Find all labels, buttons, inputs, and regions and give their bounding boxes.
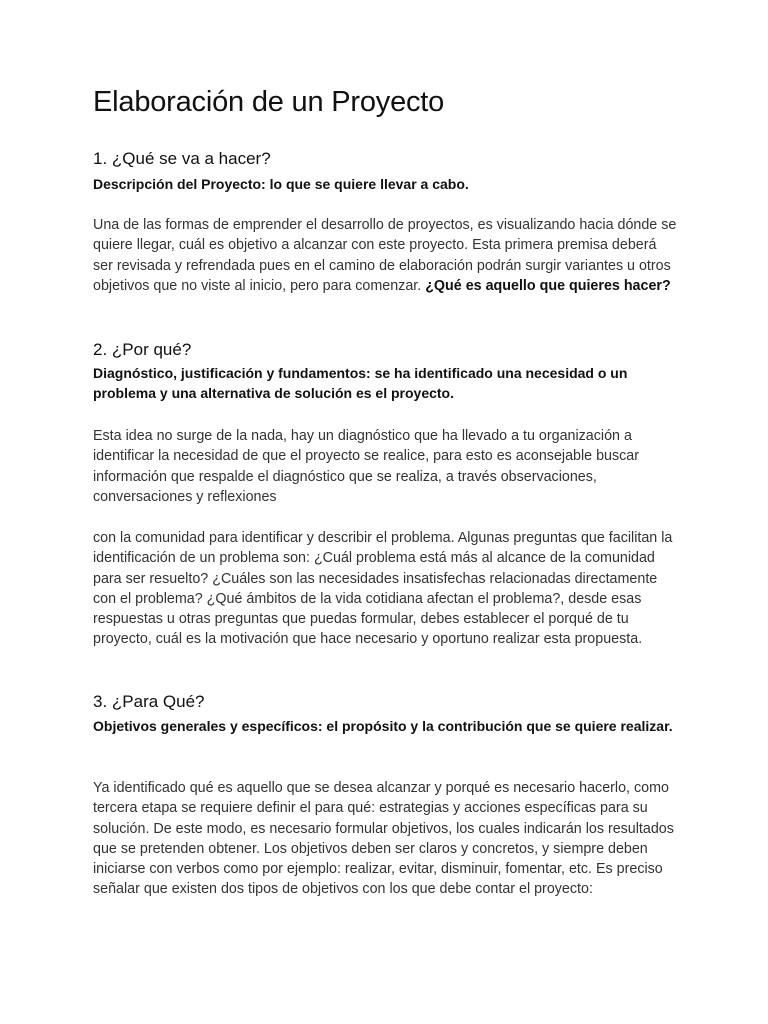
section-2-paragraph-1: Esta idea no surge de la nada, hay un diagnóstico que ha llevado a tu organización a identificar la necesidad de que el proyecto se realice, para esto es aconsejable buscar información que respalde el diagnóstico que se realiza, a través observaciones, conversaciones y reflexiones <box>93 428 639 505</box>
section-2-paragraph-2: con la comunidad para identificar y describir el problema. Algunas preguntas que facilitan la identificación de un problema son: ¿Cuál problema está más al alcance de la comunidad para ser resuelto? ¿Cuáles son las necesidades insatisfechas relacionadas directamente con el problema? ¿Qué ámbitos de la vida cotidiana afectan el problema?, desde esas respuestas u otras preguntas que puedas formular, debes establecer el porqué de tu proyecto, cuál es la motivación que hace necesario y oportuno realizar esta propuesta. <box>93 530 673 648</box>
section-3-paragraph-1: Ya identificado qué es aquello que se desea alcanzar y porqué es necesario hacerlo, como tercera etapa se requiere definir el para qué: estrategias y acciones específicas para su solución. De este modo, es necesario formular objetivos, los cuales indicarán los resultados que se pretenden obtener. Los objetivos deben ser claros y concretos, y siempre deben iniciarse con verbos como por ejemplo: realizar, evitar, disminuir, fomentar, etc. Es preciso señalar que existen dos tipos de objetivos con los que debe contar el proyecto: <box>93 780 674 898</box>
section-1-paragraph-text: Una de las formas de emprender el desarrollo de proyectos, es visualizando hacia dónde se quiere llegar, cuál es objetivo a alcanzar con este proyecto. Esta primera premisa deberá ser revisada y refrendada pues en el camino de elaboración podrán surgir variantes u otros objetivos que no viste al inicio, pero para comenzar. <box>93 217 677 294</box>
section-2-heading: 2. ¿Por qué? <box>93 340 192 359</box>
section-1-paragraph-question: ¿Qué es aquello que quieres hacer? <box>425 277 671 294</box>
section-1-subtitle: Descripción del Proyecto: lo que se quiere llevar a cabo. <box>93 176 469 192</box>
section-1-heading: 1. ¿Qué se va a hacer? <box>93 149 271 168</box>
page-title: Elaboración de un Proyecto <box>93 86 445 118</box>
section-1-paragraph <box>93 215 677 296</box>
section-2-subtitle: Diagnóstico, justificación y fundamentos: se ha identificado una necesidad o un problema y una alternativa de solución es el proyecto. <box>93 365 628 402</box>
section-3-heading: 3. ¿Para Qué? <box>93 692 205 711</box>
section-3-subtitle: Objetivos generales y específicos: el propósito y la contribución que se quiere realizar. <box>93 718 673 734</box>
